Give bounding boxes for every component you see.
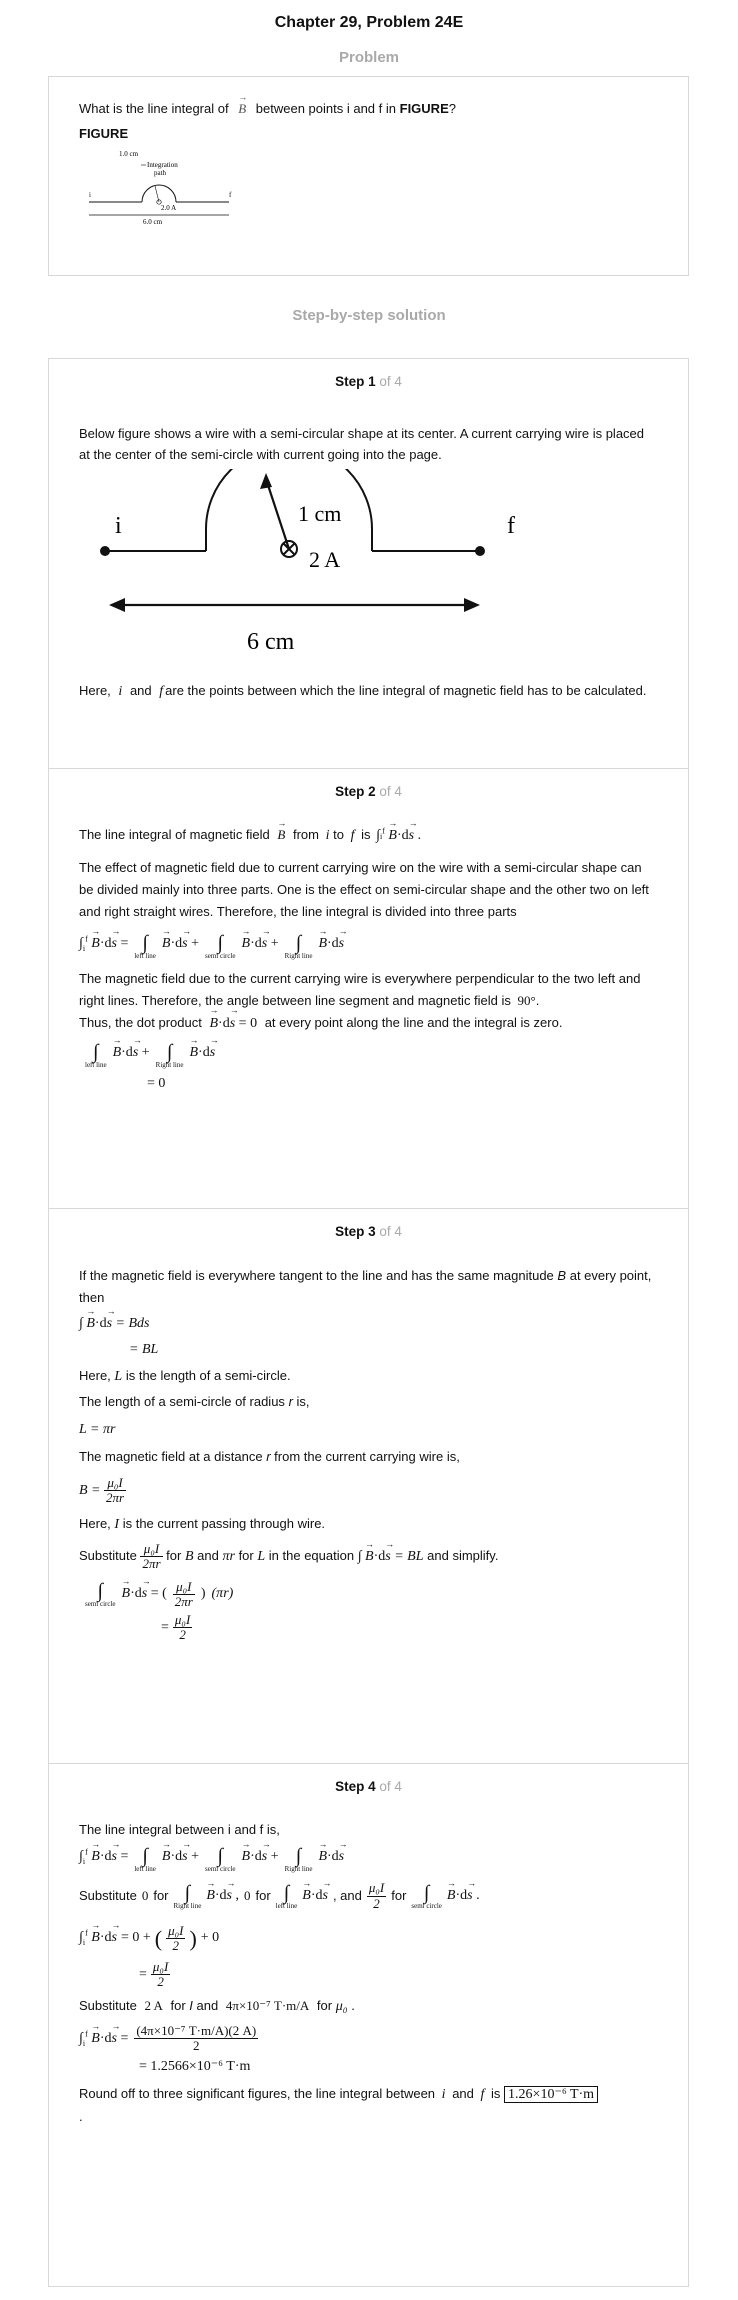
fig-top-dim: 1.0 cm bbox=[119, 149, 139, 158]
answer-box: 1.26×10⁻⁶ T·m bbox=[504, 2086, 598, 2103]
b-vector-symbol: → B bbox=[238, 99, 246, 120]
step-3-intro: If the magnetic field is everywhere tangent to the line and has the same magnitude B at every point, then bbox=[79, 1267, 652, 1305]
step-4-equation-1: $\int_i^f \to B\cdot d\to s$ = ∫ left line → B·d→ s + ∫ semi circle → B·d→ s + ∫ Right line → B·d→ s bbox=[79, 1846, 658, 1873]
fig-path: path bbox=[154, 168, 167, 177]
step-1-header: Step 1 of 4 bbox=[335, 374, 402, 389]
fig1-f: f bbox=[507, 513, 515, 540]
solution-label: Step-by-step solution bbox=[292, 307, 446, 324]
problem-card bbox=[48, 76, 689, 276]
step-3 bbox=[49, 1209, 688, 1764]
step-2-equation-2: ∫ left line → B·d→ s + ∫ Right line → B·d→ s bbox=[85, 1042, 658, 1069]
step-2-perpendicular: The magnetic field due to the current carrying wire is everywhere perpendicular to the two left and right lines. Therefore, the angle between line segment and magnetic field is 90°. Thus, the dot product → B·d→ s = 0 at every point along the line and the integral is zero. bbox=[79, 968, 658, 1036]
step-3-equation-1: ∫ → B·d→ s = Bds bbox=[79, 1313, 658, 1335]
step-4-period: . bbox=[79, 2108, 83, 2124]
step-2-equation-1: $\int_i^f \to B\cdot d\to s$ = ∫ left line → B·d→ s + ∫ semi circle → B·d→ s + ∫ Right line → B·d→ s bbox=[79, 933, 658, 960]
step-4-intro: The line integral between i and f is, bbox=[79, 1821, 280, 1837]
b-vector: → B bbox=[277, 825, 285, 846]
step-4-equation-2: $\int_i^f \to B\cdot d\to s$ = 0 + ( $\frac{\text{μ₀I}}{2}$ ) + 0 bbox=[79, 1921, 658, 1956]
step-4-equation-3: = $\frac{\text{μ₀I}}{2}$ bbox=[139, 1959, 169, 1990]
step-4 bbox=[49, 1764, 688, 2286]
fig1-width: 6 cm bbox=[247, 629, 295, 656]
fig-integration: Integration bbox=[147, 160, 178, 169]
step-3-header: Step 3 of 4 bbox=[335, 1224, 402, 1239]
page-title: Chapter 29, Problem 24E bbox=[274, 14, 464, 31]
step-2-paragraph: The effect of magnetic field due to current carrying wire on the wire with a semi-circular shape can be divided mainly into three parts. One is the effect on semi-circular shape and the other two on left and right straight wires. Therefore, the line integral is divided into three parts bbox=[79, 859, 649, 920]
fig-i: i bbox=[89, 190, 91, 199]
step-1-figure bbox=[79, 469, 519, 669]
step-3-equation-5: ∫ semi circle → B·d→ s = ( $\frac{\text{μ₀I}}{2\pi r}$ ) (πr) bbox=[85, 1580, 658, 1610]
step-4-substitute-values: Substitute 2 A for I and 4π×10⁻⁷ T·m/A for μ₀ . bbox=[79, 1997, 355, 2014]
step-3-semicircle-length: Here, L is the length of a semi-circle. bbox=[79, 1367, 291, 1384]
step-3-equation-4: B = $\frac{\text{μ₀I}}{2\pi r}$ bbox=[79, 1474, 125, 1506]
step-3-equation-6: = $\frac{\text{μ₀I}}{2}$ bbox=[161, 1612, 191, 1643]
step-4-header: Step 4 of 4 bbox=[335, 1779, 402, 1794]
step-1-paragraph: Below figure shows a wire with a semi-circular shape at its center. A current carrying wire is placed at the center of the semi-circle with current going into the page. bbox=[79, 425, 645, 463]
step-3-equation-3: L = πr bbox=[79, 1421, 116, 1437]
fig1-radius: 1 cm bbox=[298, 501, 342, 527]
fig-f: f bbox=[229, 190, 232, 199]
step-2-equals-zero: = 0 bbox=[147, 1076, 166, 1092]
fig-width-dim: 6.0 cm bbox=[143, 217, 163, 226]
step-3-equation-2: = BL bbox=[129, 1342, 159, 1358]
step-2 bbox=[49, 769, 688, 1209]
step-2-header: Step 2 of 4 bbox=[335, 784, 402, 799]
step-2-intro: The line integral of magnetic field → B from i to f is $\int i^f \to B\cdot d\to s$ . bbox=[79, 825, 658, 847]
fig1-current: 2 A bbox=[309, 547, 341, 573]
step-4-substitute-line: Substitute 0 for ∫ Right line → B·d→ s , 0 for ∫ left line → B·d→ s , and $\frac{\text{μ₀I}}{2}$ for ∫ semi circle → B·d→ s . bbox=[79, 1881, 658, 1911]
figure-label: FIGURE bbox=[79, 125, 129, 141]
step-3-field-text: The magnetic field at a distance r from the current carrying wire is, bbox=[79, 1449, 460, 1465]
step-4-equation-4: $\int_i^f \to B\cdot d\to s$ = $\frac{\text{(4π×10⁻⁷ T·m/A)(2 A)}}{2}$ bbox=[79, 2024, 658, 2054]
step-3-radius-text: The length of a semi-circle of radius r is, bbox=[79, 1393, 310, 1409]
step-4-equation-5: = 1.2566×10⁻⁶ T·m bbox=[139, 2058, 251, 2074]
step-1-conclusion: Here, i and f are the points between which the line integral of magnetic field has to be calculated. bbox=[79, 683, 647, 700]
step-4-final-answer: Round off to three significant figures, the line integral between i and f is 1.26×10⁻⁶ T·m bbox=[79, 2084, 658, 2106]
problem-question: What is the line integral of → B between points i and f in FIGURE? bbox=[79, 99, 658, 120]
fig1-i: i bbox=[115, 513, 122, 540]
steps-container bbox=[48, 358, 689, 2287]
step-3-current-text: Here, I is the current passing through wire. bbox=[79, 1515, 326, 1532]
step-1 bbox=[49, 359, 688, 769]
fig-current: 2.0 A bbox=[161, 203, 177, 212]
problem-figure bbox=[79, 147, 239, 227]
problem-label: Problem bbox=[338, 49, 399, 66]
step-3-substitute-text: Substitute $\frac{\text{μ₀I}}{2\pi r}$ for B and πr for L in the equation ∫ → B·d→ s = BL and simplify. bbox=[79, 1542, 658, 1572]
